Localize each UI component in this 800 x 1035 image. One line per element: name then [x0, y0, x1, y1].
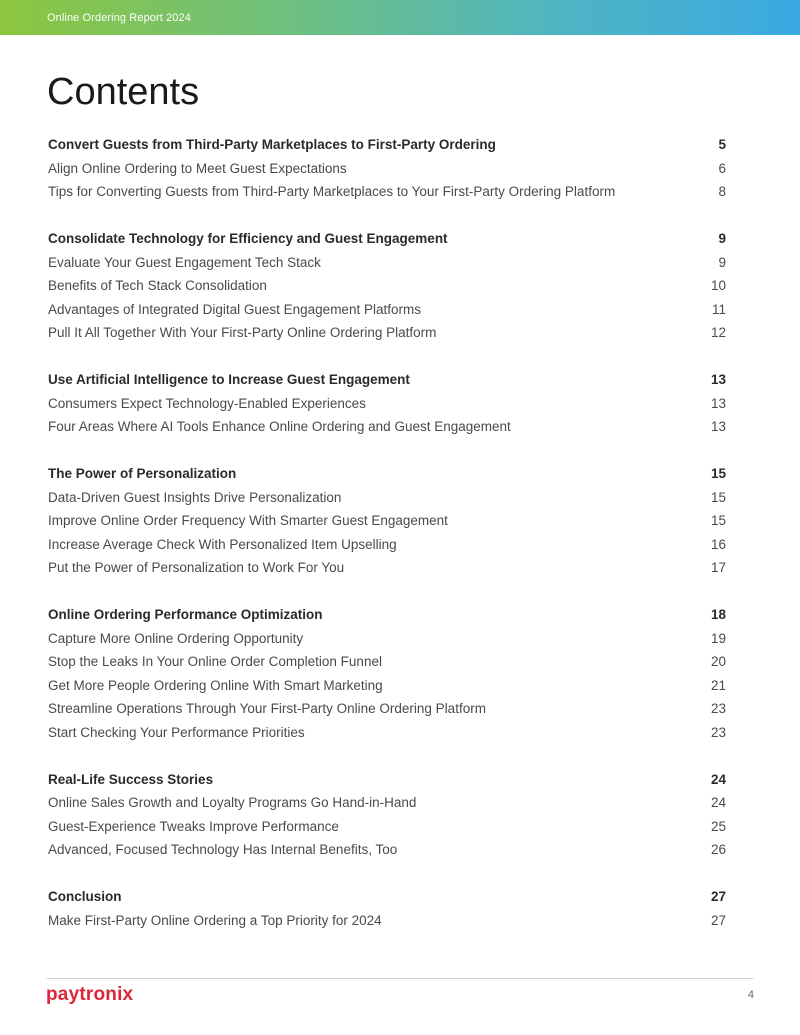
- toc-entry[interactable]: [48, 157, 726, 181]
- toc-entry[interactable]: [48, 486, 726, 510]
- table-of-contents: [48, 133, 726, 956]
- toc-entry[interactable]: [48, 392, 726, 416]
- toc-entry[interactable]: [48, 533, 726, 557]
- toc-section-heading-page-number: 24: [710, 771, 726, 787]
- toc-entry-label: Four Areas Where AI Tools Enhance Online Ordering and Guest Engagement: [48, 419, 511, 434]
- toc-section-heading-label: Real-Life Success Stories: [48, 771, 214, 787]
- toc-entry-label: Tips for Converting Guests from Third-Party Marketplaces to Your First-Party Ordering Platform: [48, 184, 616, 199]
- toc-entry-page-number: 10: [710, 278, 726, 293]
- header-bar: [0, 0, 800, 35]
- toc-entry-label: Capture More Online Ordering Opportunity: [48, 630, 304, 646]
- toc-entry-label: Pull It All Together With Your First-Party Online Ordering Platform: [48, 325, 437, 340]
- toc-entry-label: Improve Online Order Frequency With Smarter Guest Engagement: [48, 513, 448, 528]
- toc-entry[interactable]: [48, 298, 726, 322]
- toc-entry[interactable]: [48, 909, 726, 933]
- toc-entry-page-number: 27: [710, 912, 726, 928]
- toc-entry-page-number: 13: [710, 395, 726, 411]
- toc-entry-page-number: 8: [718, 184, 726, 199]
- toc-entry-page-number: 15: [710, 513, 726, 528]
- toc-section-heading-page-number: 18: [710, 607, 726, 622]
- toc-section-heading[interactable]: [48, 885, 726, 909]
- toc-entry-page-number: 16: [710, 536, 726, 552]
- toc-entry-page-number: 23: [710, 701, 726, 716]
- toc-section: [48, 368, 726, 439]
- toc-section-heading[interactable]: [48, 768, 726, 792]
- toc-entry-page-number: 6: [718, 160, 726, 176]
- toc-entry-page-number: 13: [710, 419, 726, 434]
- toc-section-heading-label: Online Ordering Performance Optimization: [48, 607, 323, 622]
- toc-entry-page-number: 12: [710, 325, 726, 340]
- toc-section-heading-page-number: 9: [718, 231, 726, 246]
- toc-entry-page-number: 24: [710, 795, 726, 810]
- toc-entry-label: Advanced, Focused Technology Has Internal Benefits, Too: [48, 842, 398, 857]
- toc-entry-label: Online Sales Growth and Loyalty Programs Go Hand-in-Hand: [48, 795, 417, 810]
- toc-entry[interactable]: [48, 180, 726, 204]
- toc-entry-page-number: 17: [710, 560, 726, 575]
- toc-section-heading-label: Conclusion: [48, 889, 122, 904]
- toc-entry-label: Make First-Party Online Ordering a Top Priority for 2024: [48, 912, 382, 928]
- toc-entry-label: Stop the Leaks In Your Online Order Completion Funnel: [48, 654, 382, 669]
- toc-section-heading[interactable]: [48, 462, 726, 486]
- toc-section-heading[interactable]: [48, 603, 726, 627]
- toc-entry-label: Start Checking Your Performance Priorities: [48, 724, 305, 740]
- toc-entry-page-number: 9: [718, 254, 726, 270]
- toc-entry[interactable]: [48, 627, 726, 651]
- toc-entry[interactable]: [48, 509, 726, 533]
- toc-entry[interactable]: [48, 721, 726, 745]
- toc-entry-page-number: 11: [711, 301, 726, 317]
- toc-entry-page-number: 25: [710, 818, 726, 834]
- toc-entry[interactable]: [48, 650, 726, 674]
- toc-entry-label: Get More People Ordering Online With Smart Marketing: [48, 677, 383, 693]
- toc-section: [48, 603, 726, 744]
- toc-entry[interactable]: [48, 815, 726, 839]
- toc-entry[interactable]: [48, 697, 726, 721]
- toc-section-heading-label: Convert Guests from Third-Party Marketplaces to First-Party Ordering: [48, 137, 496, 152]
- toc-section: [48, 227, 726, 345]
- toc-entry[interactable]: [48, 838, 726, 862]
- toc-section-heading-label: Use Artificial Intelligence to Increase Guest Engagement: [48, 372, 410, 387]
- footer-divider: [47, 978, 753, 979]
- toc-entry[interactable]: [48, 415, 726, 439]
- toc-entry[interactable]: [48, 321, 726, 345]
- toc-entry-page-number: 19: [710, 630, 726, 646]
- toc-entry-page-number: 21: [710, 677, 726, 693]
- toc-entry-page-number: 26: [710, 842, 726, 857]
- paytronix-logo: paytronix: [46, 984, 134, 1005]
- toc-section: [48, 462, 726, 580]
- toc-entry-label: Guest-Experience Tweaks Improve Performance: [48, 818, 339, 834]
- toc-entry-page-number: 23: [710, 724, 726, 740]
- report-title: Online Ordering Report 2024: [47, 12, 191, 24]
- toc-entry-label: Increase Average Check With Personalized Item Upselling: [48, 536, 397, 552]
- page-number: 4: [747, 989, 754, 1001]
- toc-entry[interactable]: [48, 791, 726, 815]
- toc-entry[interactable]: [48, 274, 726, 298]
- toc-section-heading-page-number: 5: [718, 137, 726, 152]
- toc-entry-label: Streamline Operations Through Your First-Party Online Ordering Platform: [48, 701, 486, 716]
- toc-section-heading-page-number: 27: [710, 889, 726, 904]
- toc-entry-label: Put the Power of Personalization to Work For You: [48, 560, 345, 575]
- toc-section: [48, 885, 726, 932]
- toc-section: [48, 133, 726, 204]
- toc-entry-label: Data-Driven Guest Insights Drive Personalization: [48, 489, 342, 505]
- toc-entry-page-number: 20: [710, 654, 726, 669]
- toc-section-heading[interactable]: [48, 368, 726, 392]
- toc-section-heading-page-number: 13: [710, 372, 726, 387]
- toc-entry[interactable]: [48, 251, 726, 275]
- toc-entry-label: Consumers Expect Technology-Enabled Experiences: [48, 395, 366, 411]
- toc-entry-label: Evaluate Your Guest Engagement Tech Stack: [48, 254, 321, 270]
- toc-entry-label: Advantages of Integrated Digital Guest Engagement Platforms: [48, 301, 421, 317]
- toc-entry-label: Benefits of Tech Stack Consolidation: [48, 278, 267, 293]
- page-title: Contents: [47, 71, 200, 113]
- toc-section-heading-page-number: 15: [710, 466, 726, 481]
- toc-entry-page-number: 15: [710, 489, 726, 505]
- toc-entry-label: Align Online Ordering to Meet Guest Expectations: [48, 160, 347, 176]
- toc-entry[interactable]: [48, 556, 726, 580]
- toc-section-heading-label: Consolidate Technology for Efficiency and Guest Engagement: [48, 231, 448, 246]
- toc-entry[interactable]: [48, 674, 726, 698]
- toc-section-heading[interactable]: [48, 133, 726, 157]
- toc-section: [48, 768, 726, 862]
- toc-section-heading[interactable]: [48, 227, 726, 251]
- toc-section-heading-label: The Power of Personalization: [48, 466, 237, 481]
